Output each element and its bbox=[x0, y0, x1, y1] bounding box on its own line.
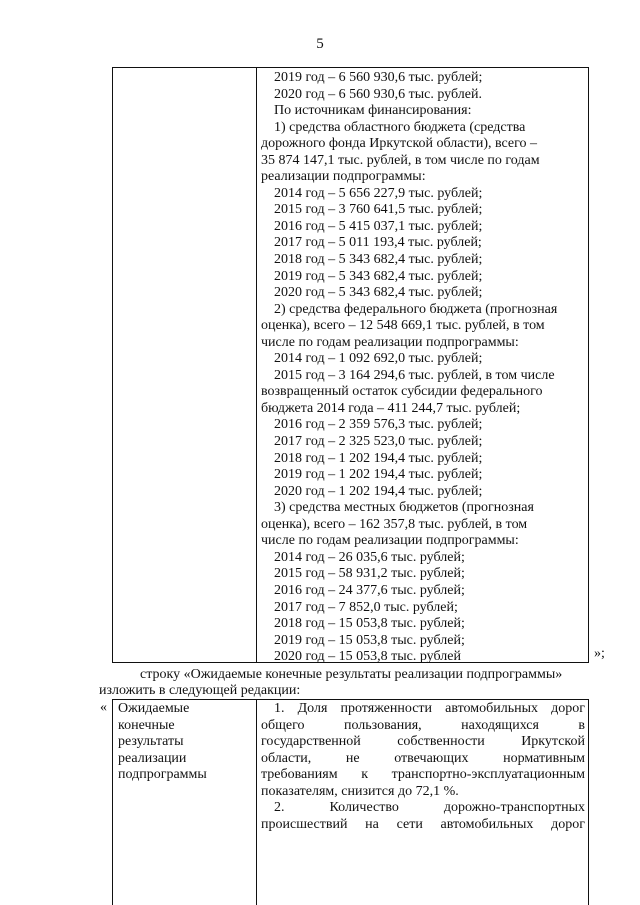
funding-line: 2016 год – 2 359 576,3 тыс. рублей; bbox=[274, 417, 483, 433]
funding-line: 2017 год – 5 011 193,4 тыс. рублей; bbox=[274, 235, 482, 251]
opening-quote: « bbox=[100, 700, 107, 715]
results-line: государственной собственности Иркутской bbox=[261, 734, 585, 749]
funding-line: 3) средства местных бюджетов (прогнозная bbox=[274, 500, 534, 516]
row-label bbox=[118, 701, 250, 784]
results-line: требованиям к транспортно-эксплуатационным bbox=[261, 767, 585, 782]
funding-line: По источникам финансирования: bbox=[274, 103, 472, 119]
funding-line: числе по годам реализации подпрограммы: bbox=[261, 334, 519, 350]
funding-line: реализации подпрограммы: bbox=[261, 169, 426, 185]
results-line: происшествий на сети автомобильных дорог bbox=[261, 816, 585, 832]
funding-line: дорожного фонда Иркутской области), всего – bbox=[261, 136, 538, 152]
funding-line: 2020 год – 5 343 682,4 тыс. рублей; bbox=[274, 285, 483, 301]
funding-line: 2020 год – 15 053,8 тыс. рублей bbox=[274, 649, 461, 665]
instruction-line-2: изложить в следующей редакции: bbox=[99, 683, 301, 698]
funding-line: возвращенный остаток субсидии федерального bbox=[261, 384, 543, 400]
column-divider bbox=[256, 700, 257, 905]
results-text bbox=[261, 701, 585, 833]
funding-line: 1) средства областного бюджета (средства bbox=[274, 119, 526, 135]
funding-line: 2017 год – 2 325 523,0 тыс. рублей; bbox=[274, 434, 483, 450]
funding-line: 2017 год – 7 852,0 тыс. рублей; bbox=[274, 599, 458, 615]
funding-line: 2019 год – 5 343 682,4 тыс. рублей; bbox=[274, 268, 483, 284]
funding-line: бюджета 2014 года – 411 244,7 тыс. рублей; bbox=[261, 400, 521, 416]
results-table bbox=[112, 699, 589, 905]
funding-line: 2019 год – 15 053,8 тыс. рублей; bbox=[274, 632, 465, 648]
row-label-line: конечные bbox=[118, 717, 175, 733]
funding-line: 2016 год – 24 377,6 тыс. рублей; bbox=[274, 582, 465, 598]
funding-line: 2018 год – 5 343 682,4 тыс. рублей; bbox=[274, 252, 483, 268]
funding-line: 2016 год – 5 415 037,1 тыс. рублей; bbox=[274, 218, 483, 234]
funding-line: 2014 год – 5 656 227,9 тыс. рублей; bbox=[274, 185, 483, 201]
funding-line: 2018 год – 15 053,8 тыс. рублей; bbox=[274, 616, 465, 632]
funding-line: 2020 год – 6 560 930,6 тыс. рублей. bbox=[274, 86, 482, 102]
row-label-line: реализации bbox=[118, 750, 187, 766]
row-label-line: подпрограммы bbox=[118, 767, 207, 782]
funding-line: 2) средства федерального бюджета (прогнозная bbox=[274, 301, 558, 317]
funding-line: 2015 год – 58 931,2 тыс. рублей; bbox=[274, 566, 465, 582]
instruction-line-1: строку «Ожидаемые конечные результаты реализации подпрограммы» bbox=[140, 667, 563, 682]
results-line: общего пользования, находящихся в bbox=[261, 717, 585, 733]
funding-line: оценка), всего – 12 548 669,1 тыс. рублей, в том bbox=[261, 318, 545, 334]
funding-line: 2020 год – 1 202 194,4 тыс. рублей; bbox=[274, 483, 483, 499]
funding-line: 2019 год – 1 202 194,4 тыс. рублей; bbox=[274, 467, 483, 483]
results-line: показателям, снизится до 72,1 %. bbox=[261, 783, 459, 799]
funding-line: 2015 год – 3 760 641,5 тыс. рублей; bbox=[274, 202, 483, 218]
results-line: 2. Количество дорожно-транспортных bbox=[274, 800, 585, 815]
row-label-line: результаты bbox=[118, 734, 184, 749]
funding-line: 35 874 147,1 тыс. рублей, в том числе по годам bbox=[261, 152, 540, 168]
page-number: 5 bbox=[316, 36, 324, 52]
funding-line: 2015 год – 3 164 294,6 тыс. рублей, в том числе bbox=[274, 367, 555, 383]
funding-line: числе по годам реализации подпрограммы: bbox=[261, 533, 519, 549]
funding-line: 2014 год – 1 092 692,0 тыс. рублей; bbox=[274, 351, 483, 367]
funding-line: 2019 год – 6 560 930,6 тыс. рублей; bbox=[274, 70, 483, 85]
funding-line: 2014 год – 26 035,6 тыс. рублей; bbox=[274, 549, 465, 565]
closing-quote: »; bbox=[594, 646, 605, 661]
row-label-line: Ожидаемые bbox=[118, 701, 190, 716]
funding-table bbox=[112, 67, 589, 663]
funding-line: оценка), всего – 162 357,8 тыс. рублей, в том bbox=[261, 516, 528, 532]
funding-line: 2018 год – 1 202 194,4 тыс. рублей; bbox=[274, 450, 483, 466]
results-line: 1. Доля протяженности автомобильных дорог bbox=[274, 701, 585, 716]
results-line: области, не отвечающих нормативным bbox=[261, 750, 585, 766]
column-divider bbox=[256, 68, 257, 662]
funding-text bbox=[261, 70, 583, 666]
